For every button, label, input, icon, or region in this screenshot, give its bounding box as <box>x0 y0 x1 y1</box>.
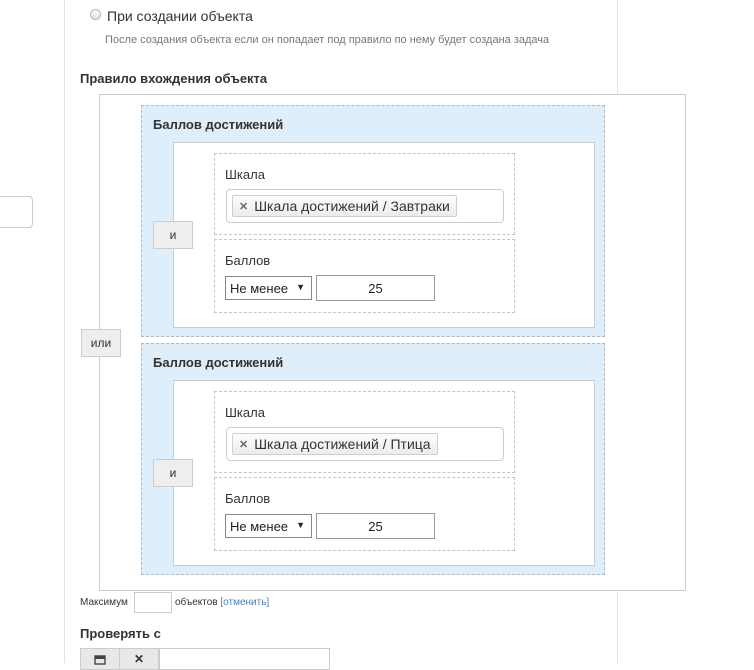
points-condition <box>214 477 515 551</box>
scale-label: Шкала <box>225 405 265 420</box>
dropdown-arrow-icon: ▼ <box>296 520 305 530</box>
panel-border-left <box>64 0 65 663</box>
group-body <box>169 380 595 566</box>
operator-select[interactable] <box>225 514 312 538</box>
and-button[interactable]: и <box>153 221 193 249</box>
scale-condition <box>214 391 515 473</box>
scale-tag <box>232 195 457 217</box>
remove-tag-icon[interactable]: ✕ <box>239 438 249 451</box>
scale-condition <box>214 153 515 235</box>
on-create-hint: После создания объекта если он попадает под правило по нему будет создана задача <box>105 34 550 46</box>
points-value-input[interactable]: 25 <box>316 513 435 539</box>
dropdown-arrow-icon: ▼ <box>296 282 305 292</box>
on-create-label: При создании объекта <box>107 8 253 24</box>
clear-date-button[interactable] <box>119 648 159 670</box>
limit-suffix-row <box>175 597 269 608</box>
points-label: Баллов <box>225 253 271 268</box>
rule-title: Правило вхождения объекта <box>80 71 268 86</box>
points-condition <box>214 239 515 313</box>
scale-tag-text: Шкала достижений / Птица <box>254 436 431 452</box>
limit-suffix: объектов <box>175 597 218 608</box>
rule-group <box>141 343 605 575</box>
scale-tag <box>232 433 438 455</box>
points-value-input[interactable]: 25 <box>316 275 435 301</box>
max-objects-input[interactable] <box>134 592 172 613</box>
group-title: Баллов достижений <box>153 355 284 370</box>
rule-group <box>141 105 605 337</box>
on-create-radio[interactable] <box>90 9 101 20</box>
side-input[interactable] <box>0 196 33 228</box>
calendar-button[interactable] <box>80 648 120 670</box>
operator-select[interactable] <box>225 276 312 300</box>
or-button[interactable]: или <box>81 329 121 357</box>
group-title: Баллов достижений <box>153 117 284 132</box>
check-from-date-input[interactable] <box>159 648 330 670</box>
remove-tag-icon[interactable]: ✕ <box>239 200 249 213</box>
operator-value: Не менее <box>230 518 289 534</box>
points-label: Баллов <box>225 491 271 506</box>
scale-label: Шкала <box>225 167 265 182</box>
scale-tag-input[interactable] <box>226 189 504 223</box>
limit-prefix: Максимум <box>80 597 128 608</box>
panel-border-right <box>617 0 618 94</box>
scale-tag-text: Шкала достижений / Завтраки <box>254 198 450 214</box>
and-button[interactable]: и <box>153 459 193 487</box>
check-from-title: Проверять с <box>80 626 161 641</box>
scale-tag-input[interactable] <box>226 427 504 461</box>
cancel-limit-link[interactable]: [отменить] <box>220 597 270 608</box>
group-body <box>169 142 595 328</box>
operator-value: Не менее <box>230 280 289 296</box>
panel-border-right-lower <box>617 591 618 663</box>
close-icon: ✕ <box>133 652 145 666</box>
